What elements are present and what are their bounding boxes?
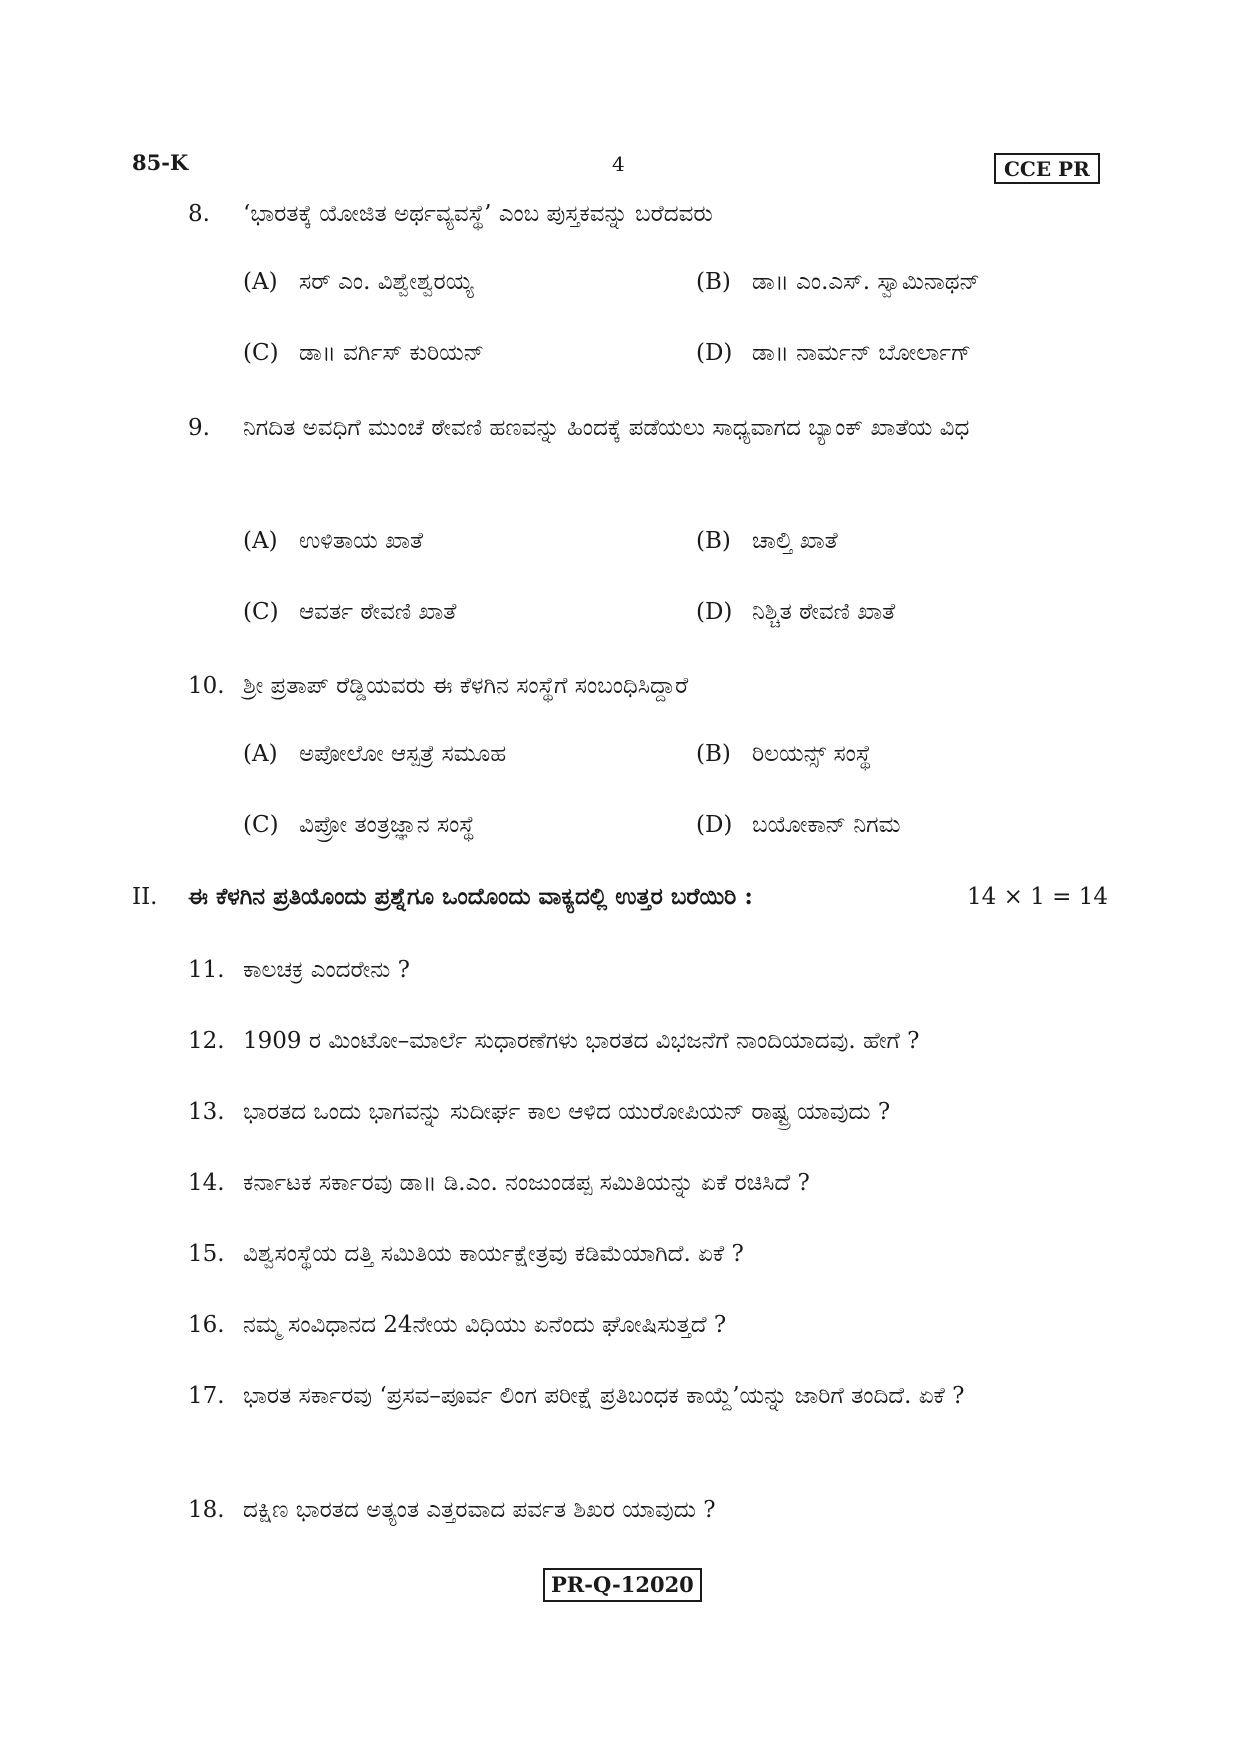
question-number: 17. — [188, 1383, 225, 1409]
option-label: (D) — [696, 599, 733, 625]
option-9b — [696, 524, 838, 558]
option-text: ರಿಲಯನ್ಸ್ ಸಂಸ್ಥೆ — [752, 741, 872, 767]
option-label: (D) — [696, 812, 733, 838]
question-number: 13. — [188, 1099, 225, 1125]
option-10b — [696, 737, 871, 771]
option-label: (D) — [696, 340, 733, 366]
question-number: 9. — [188, 415, 210, 441]
option-label: (A) — [243, 269, 278, 295]
question-17 — [188, 1374, 1108, 1418]
paper-code: 85-K — [132, 150, 189, 175]
series-box: CCE PR — [994, 153, 1100, 184]
option-label: (C) — [243, 340, 279, 366]
section-marks: 14 × 1 = 14 — [967, 884, 1108, 910]
option-10a — [243, 737, 506, 771]
question-number: 10. — [188, 673, 225, 699]
option-9d — [696, 595, 895, 629]
question-18 — [188, 1488, 1108, 1532]
question-text: ಕಾಲಚಕ್ರ ಎಂದರೇನು ? — [243, 957, 410, 983]
paper-serial-box: PR-Q-12020 — [543, 1568, 702, 1602]
question-text: ದಕ್ಷಿಣ ಭಾರತದ ಅತ್ಯಂತ ಎತ್ತರವಾದ ಪರ್ವತ ಶಿಖರ ಯಾವುದು ? — [243, 1497, 716, 1523]
option-9a — [243, 524, 423, 558]
question-9 — [188, 406, 1108, 450]
question-text: 1909 ರ ಮಿಂಟೋ–ಮಾರ್ಲೆ ಸುಧಾರಣೆಗಳು ಭಾರತದ ವಿಭಜನೆಗೆ ನಾಂದಿಯಾದವು. ಹೇಗೆ ? — [243, 1028, 920, 1054]
question-text: ‘ಭಾರತಕ್ಕೆ ಯೋಜಿತ ಅರ್ಥವ್ಯವಸ್ಥೆ’ ಎಂಬ ಪುಸ್ತಕವನ್ನು ಬರೆದವರು — [243, 201, 713, 227]
question-text: ಭಾರತದ ಒಂದು ಭಾಗವನ್ನು ಸುದೀರ್ಘ ಕಾಲ ಆಳಿದ ಯುರೋಪಿಯನ್ ರಾಷ್ಟ್ರ ಯಾವುದು ? — [243, 1099, 891, 1125]
option-text: ವಿಪ್ರೋ ತಂತ್ರಜ್ಞಾನ ಸಂಸ್ಥೆ — [299, 812, 475, 838]
question-text: ನಿಗದಿತ ಅವಧಿಗೆ ಮುಂಚೆ ಠೇವಣಿ ಹಣವನ್ನು ಹಿಂದಕ್ಕೆ ಪಡೆಯಲು ಸಾಧ್ಯವಾಗದ ಬ್ಯಾಂಕ್ ಖಾತೆಯ ವಿಧ — [243, 415, 970, 441]
question-text: ನಮ್ಮ ಸಂವಿಧಾನದ 24ನೇಯ ವಿಧಿಯು ಏನೆಂದು ಘೋಷಿಸುತ್ತದೆ ? — [243, 1312, 727, 1338]
option-label: (A) — [243, 741, 278, 767]
option-text: ಆವರ್ತ ಠೇವಣಿ ಖಾತೆ — [299, 599, 457, 625]
option-label: (B) — [696, 741, 731, 767]
question-number: 18. — [188, 1497, 225, 1523]
option-8b — [696, 265, 980, 299]
option-label: (C) — [243, 599, 279, 625]
option-label: (B) — [696, 269, 731, 295]
option-text: ಅಪೋಲೋ ಆಸ್ಪತ್ರೆ ಸಮೂಹ — [299, 741, 507, 767]
question-10 — [188, 664, 1108, 708]
option-text: ಡಾ॥ ಎಂ.ಎಸ್. ಸ್ವಾಮಿನಾಥನ್ — [752, 269, 980, 295]
option-text: ಬಯೋಕಾನ್ ನಿಗಮ — [752, 812, 901, 838]
option-label: (B) — [696, 528, 731, 554]
question-number: 11. — [188, 957, 225, 983]
option-text: ಚಾಲ್ತಿ ಖಾತೆ — [752, 528, 838, 554]
option-10d — [696, 808, 900, 842]
option-text: ಡಾ॥ ವರ್ಗಿಸ್ ಕುರಿಯನ್ — [299, 340, 485, 366]
option-label: (A) — [243, 528, 278, 554]
section-number: II. — [132, 884, 158, 910]
question-12 — [188, 1019, 1108, 1063]
question-number: 8. — [188, 201, 210, 227]
option-9c — [243, 595, 456, 629]
question-text: ವಿಶ್ವಸಂಸ್ಥೆಯ ದತ್ತಿ ಸಮಿತಿಯ ಕಾರ್ಯಕ್ಷೇತ್ರವು ಕಡಿಮೆಯಾಗಿದೆ. ಏಕೆ ? — [243, 1241, 744, 1267]
question-text: ಕರ್ನಾಟಕ ಸರ್ಕಾರವು ಡಾ॥ ಡಿ.ಎಂ. ನಂಜುಂಡಪ್ಪ ಸಮಿತಿಯನ್ನು ಏಕೆ ರಚಿಸಿದೆ ? — [243, 1170, 810, 1196]
question-number: 16. — [188, 1312, 225, 1338]
option-8d — [696, 336, 971, 370]
question-number: 15. — [188, 1241, 225, 1267]
question-13 — [188, 1090, 1108, 1134]
question-16 — [188, 1303, 1108, 1347]
question-number: 14. — [188, 1170, 225, 1196]
question-11 — [188, 948, 1108, 992]
option-8c — [243, 336, 484, 370]
option-text: ನಿಶ್ಚಿತ ಠೇವಣಿ ಖಾತೆ — [752, 599, 896, 625]
option-text: ಡಾ॥ ನಾರ್ಮನ್ ಬೋರ್ಲಾಗ್ — [752, 340, 972, 366]
question-14 — [188, 1161, 1108, 1205]
question-text: ಶ್ರೀ ಪ್ರತಾಪ್ ರೆಡ್ಡಿಯವರು ಈ ಕೆಳಗಿನ ಸಂಸ್ಥೆಗೆ ಸಂಬಂಧಿಸಿದ್ದಾರೆ — [243, 673, 689, 699]
option-label: (C) — [243, 812, 279, 838]
question-number: 12. — [188, 1028, 225, 1054]
option-text: ಸರ್ ಎಂ. ವಿಶ್ವೇಶ್ವರಯ್ಯ — [299, 269, 474, 295]
question-8 — [188, 192, 1108, 236]
page-number: 4 — [612, 152, 625, 176]
option-10c — [243, 808, 475, 842]
question-text: ಭಾರತ ಸರ್ಕಾರವು ‘ಪ್ರಸವ–ಪೂರ್ವ ಲಿಂಗ ಪರೀಕ್ಷೆ ಪ್ರತಿಬಂಧಕ ಕಾಯ್ದೆ’ಯನ್ನು ಜಾರಿಗೆ ತಂದಿದೆ. ಏಕೆ ? — [243, 1383, 965, 1409]
option-8a — [243, 265, 474, 299]
option-text: ಉಳಿತಾಯ ಖಾತೆ — [299, 528, 424, 554]
section-instruction: ಈ ಕೆಳಗಿನ ಪ್ರತಿಯೊಂದು ಪ್ರಶ್ನೆಗೂ ಒಂದೊಂದು ವಾಕ್ಯದಲ್ಲಿ ಉತ್ತರ ಬರೆಯಿರಿ : — [188, 883, 753, 910]
question-15 — [188, 1232, 1108, 1276]
